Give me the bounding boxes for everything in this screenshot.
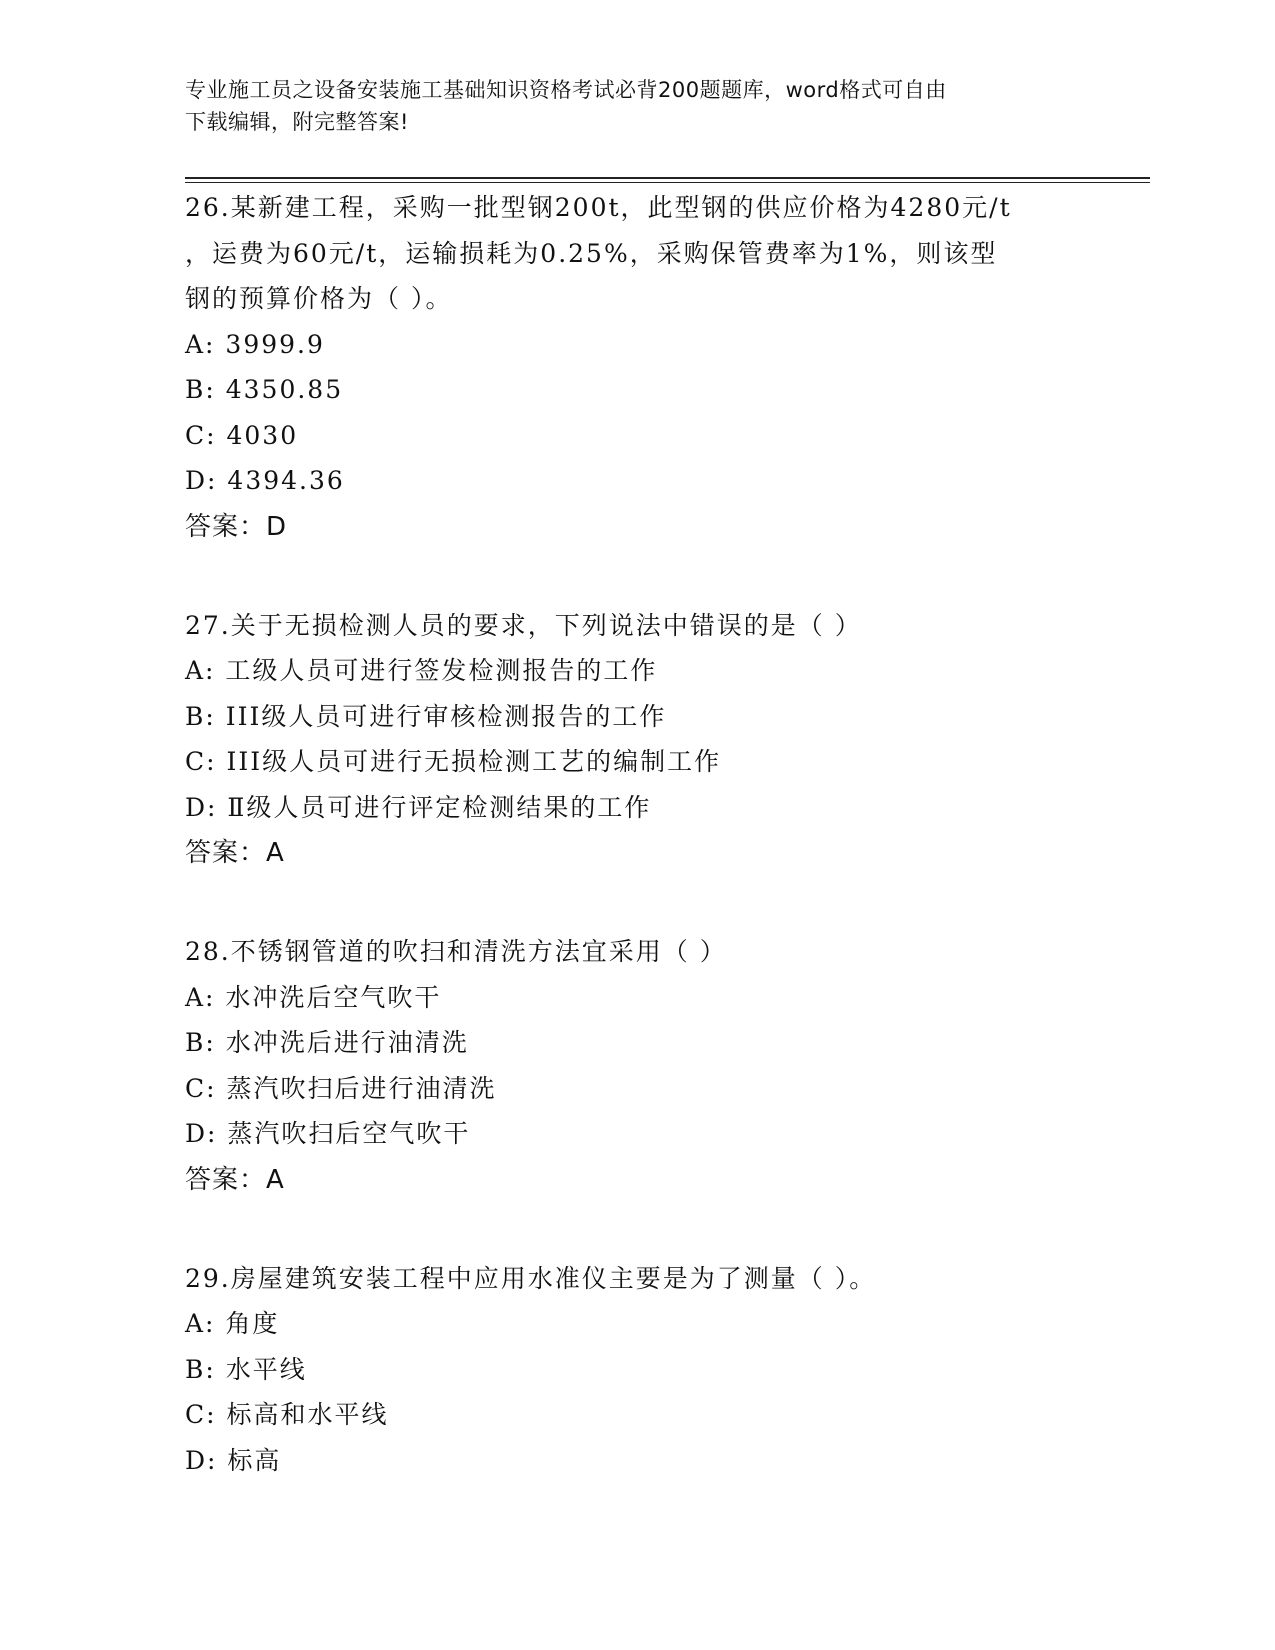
option-d: D: 4394.36 [185,466,345,495]
option-b: B: 水冲洗后进行油清洗 [185,1028,469,1057]
option-d: D: Ⅱ级人员可进行评定检测结果的工作 [185,792,652,822]
option-b: B: 4350.85 [185,375,344,404]
answer-line: 答案：D [185,511,288,542]
header-title-line-1: 专业施工员之设备安装施工基础知识资格考试必背200题题库，word格式可自由 [185,78,947,102]
option-b: B: 水平线 [185,1354,307,1384]
option-a: A: 角度 [185,1309,280,1338]
answer-line: 答案：A [185,838,285,868]
option-d: D: 标高 [185,1445,282,1475]
question-26 [185,185,1085,550]
option-a: A: 工级人员可进行签发检测报告的工作 [185,656,658,685]
question-text-line: 钢的预算价格为（ ）。 [185,284,453,313]
question-27 [185,603,1085,877]
header-divider-thin [185,182,1150,183]
option-c: C: III级人员可进行无损检测工艺的编制工作 [185,747,722,776]
option-b: B: III级人员可进行审核检测报告的工作 [185,701,667,731]
option-a: A: 3999.9 [185,329,325,359]
question-text-line: ，运费为60元/t，运输损耗为0.25%，采购保管费率为1%，则该型 [185,238,998,268]
header-divider-thick [185,177,1150,179]
question-text-line: 28.不锈钢管道的吹扫和清洗方法宜采用（ ） [185,937,727,966]
header-title-line-2: 下载编辑，附完整答案! [185,110,409,134]
document-header [185,74,1085,138]
option-d: D: 蒸汽吹扫后空气吹干 [185,1119,471,1148]
question-29 [185,1256,1085,1484]
option-c: C: 标高和水平线 [185,1400,389,1429]
question-list [185,185,1085,1536]
answer-line: 答案：A [185,1164,285,1195]
question-text-line: 29.房屋建筑安装工程中应用水准仪主要是为了测量（ ）。 [185,1263,877,1293]
option-a: A: 水冲洗后空气吹干 [185,982,442,1012]
question-text-line: 27.关于无损检测人员的要求，下列说法中错误的是（ ） [185,610,862,640]
question-text-line: 26.某新建工程，采购一批型钢200t，此型钢的供应价格为4280元/t [185,193,1012,222]
option-c: C: 4030 [185,420,299,450]
option-c: C: 蒸汽吹扫后进行油清洗 [185,1073,497,1103]
question-28 [185,929,1085,1203]
